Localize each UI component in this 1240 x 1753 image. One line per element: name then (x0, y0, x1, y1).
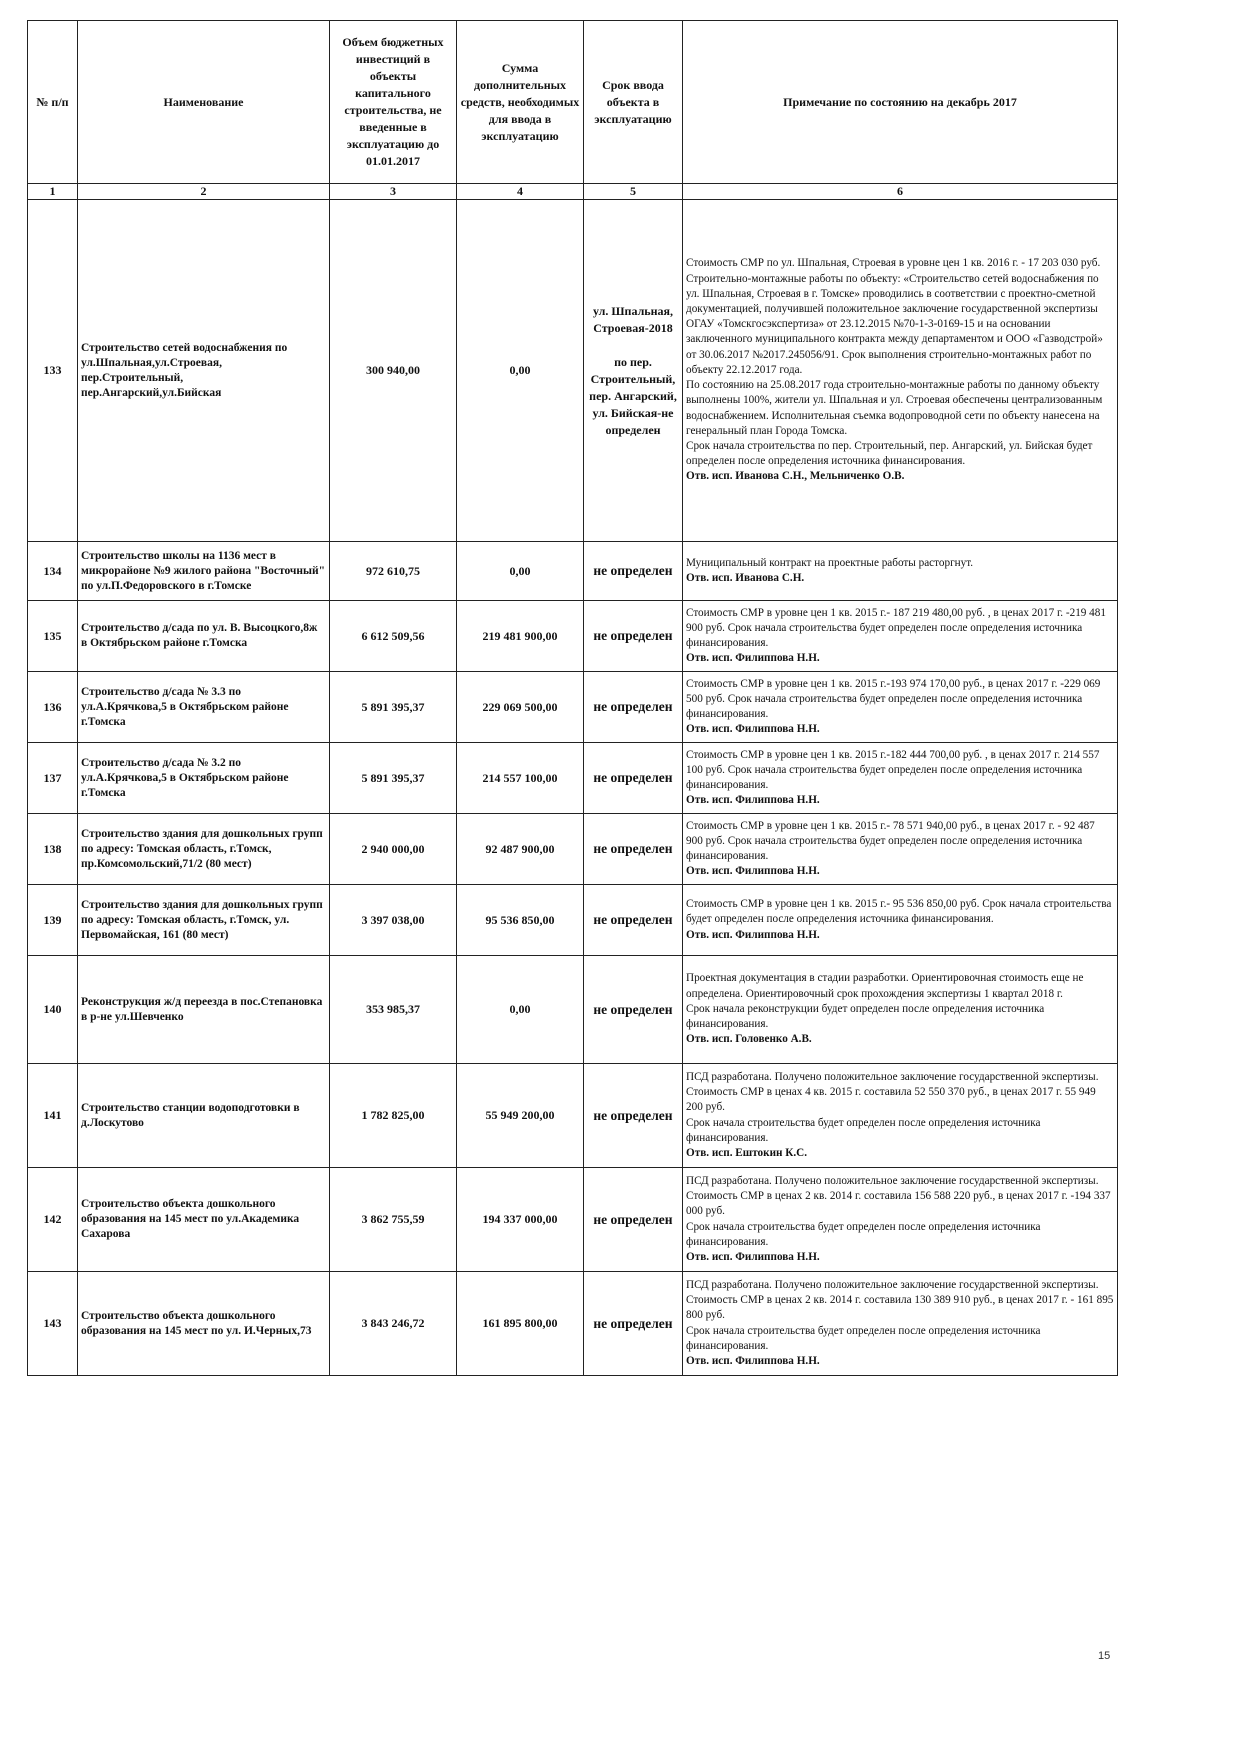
responsible: Отв. исп. Головенко А.В. (686, 1033, 812, 1046)
additional-amount: 92 487 900,00 (457, 814, 584, 885)
object-name: Строительство сетей водоснабжения по ул.Шпальная,ул.Строевая, пер.Строительный, пер.Ангарский,ул.Бийская (78, 200, 330, 542)
note-text: Стоимость СМР в уровне цен 1 кв. 2015 г.-182 444 700,00 руб. , в ценах 2017 г. 214 557 100 руб. Срок начала строительства будет определен после определения источника финансирования. (686, 748, 1100, 791)
object-name: Реконструкция ж/д переезда в пос.Степановка в р-не ул.Шевченко (78, 956, 330, 1064)
budget-amount: 1 782 825,00 (330, 1064, 457, 1168)
column-number: 5 (584, 184, 683, 200)
note-cell (683, 601, 1118, 672)
table-row (28, 672, 1118, 743)
object-name: Строительство объекта дошкольного образования на 145 мест по ул. И.Черных,73 (78, 1272, 330, 1376)
note-cell (683, 200, 1118, 542)
additional-amount: 229 069 500,00 (457, 672, 584, 743)
column-number-row (28, 184, 1118, 200)
investment-table (27, 20, 1118, 1376)
budget-amount: 5 891 395,37 (330, 743, 457, 814)
commissioning-term: не определен (584, 743, 683, 814)
additional-amount: 194 337 000,00 (457, 1168, 584, 1272)
note-cell (683, 1272, 1118, 1376)
header-term: Срок ввода объекта в эксплуатацию (584, 21, 683, 184)
column-number: 3 (330, 184, 457, 200)
row-number: 134 (28, 542, 78, 601)
budget-amount: 3 862 755,59 (330, 1168, 457, 1272)
table-row (28, 885, 1118, 956)
commissioning-term (584, 200, 683, 542)
note-text: Стоимость СМР в уровне цен 1 кв. 2015 г.- 95 536 850,00 руб. Срок начала строительства будет определен после определения источника финансирования. (686, 898, 1112, 926)
note-cell (683, 542, 1118, 601)
budget-amount: 5 891 395,37 (330, 672, 457, 743)
row-number: 137 (28, 743, 78, 814)
note-text: ПСД разработана. Получено положительное заключение государственной экспертизы. Стоимость СМР в ценах 4 кв. 2015 г. составила 52 550 370 руб., в ценах 2017 г. 55 949 200 руб. Срок начала строительства будет определен после определения источника финансирования. (686, 1070, 1099, 1144)
responsible: Отв. исп. Иванова С.Н. (686, 572, 805, 584)
object-name: Строительство станции водоподготовки в д.Лоскутово (78, 1064, 330, 1168)
table-row (28, 1272, 1118, 1376)
note-text: Стоимость СМР в уровне цен 1 кв. 2015 г.- 187 219 480,00 руб. , в ценах 2017 г. -219 481 900 руб. Срок начала строительства будет определен после определения источника финансирования. (686, 606, 1106, 649)
note-cell (683, 743, 1118, 814)
note-cell (683, 672, 1118, 743)
note-text: Муниципальный контракт на проектные работы расторгнут. (686, 556, 974, 569)
note-text: Стоимость СМР в уровне цен 1 кв. 2015 г.- 78 571 940,00 руб., в ценах 2017 г. - 92 487 900 руб. Срок начала строительства будет определен после определения источника финансирования. (686, 819, 1095, 862)
responsible: Отв. исп. Филиппова Н.Н. (686, 794, 820, 807)
table-row (28, 1064, 1118, 1168)
header-row (28, 21, 1118, 184)
budget-amount: 3 397 038,00 (330, 885, 457, 956)
table-row (28, 743, 1118, 814)
table-row (28, 200, 1118, 542)
header-name: Наименование (78, 21, 330, 184)
object-name: Строительство д/сада № 3.3 по ул.А.Крячкова,5 в Октябрьском районе г.Томска (78, 672, 330, 743)
row-number: 133 (28, 200, 78, 542)
object-name: Строительство д/сада № 3.2 по ул.А.Крячкова,5 в Октябрьском районе г.Томска (78, 743, 330, 814)
note-cell (683, 885, 1118, 956)
table-row (28, 542, 1118, 601)
budget-amount: 972 610,75 (330, 542, 457, 601)
responsible: Отв. исп. Филиппова Н.Н. (686, 652, 820, 665)
responsible: Отв. исп. Иванова С.Н., Мельниченко О.В. (686, 470, 905, 483)
object-name: Строительство объекта дошкольного образования на 145 мест по ул.Академика Сахарова (78, 1168, 330, 1272)
commissioning-term: не определен (584, 1168, 683, 1272)
row-number: 141 (28, 1064, 78, 1168)
responsible: Отв. исп. Филиппова Н.Н. (686, 1250, 820, 1263)
header-num: № п/п (28, 21, 78, 184)
commissioning-term-text: ул. Шпальная, Строевая-2018 по пер. Строительный, пер. Ангарский, ул. Бийская-не определен (589, 303, 677, 437)
additional-amount: 0,00 (457, 956, 584, 1064)
row-number: 142 (28, 1168, 78, 1272)
column-number: 4 (457, 184, 584, 200)
responsible: Отв. исп. Филиппова Н.Н. (686, 1354, 820, 1367)
budget-amount: 300 940,00 (330, 200, 457, 542)
object-name: Строительство школы на 1136 мест в микрорайоне №9 жилого района "Восточный" по ул.П.Федоровского в г.Томске (78, 542, 330, 601)
row-number: 138 (28, 814, 78, 885)
commissioning-term: не определен (584, 601, 683, 672)
column-number: 1 (28, 184, 78, 200)
note-text: Проектная документация в стадии разработки. Ориентировочная стоимость еще не определена. Ориентировочный срок прохождения экспертизы 1 квартал 2018 г. Срок начала реконструкции будет определен после определения источника финансирования. (686, 972, 1084, 1031)
table-row (28, 601, 1118, 672)
budget-amount: 2 940 000,00 (330, 814, 457, 885)
additional-amount: 214 557 100,00 (457, 743, 584, 814)
budget-amount: 6 612 509,56 (330, 601, 457, 672)
additional-amount: 0,00 (457, 200, 584, 542)
budget-amount: 353 985,37 (330, 956, 457, 1064)
commissioning-term: не определен (584, 672, 683, 743)
table-row (28, 1168, 1118, 1272)
row-number: 140 (28, 956, 78, 1064)
note-cell (683, 1168, 1118, 1272)
commissioning-term: не определен (584, 814, 683, 885)
investment-table-page (27, 20, 1117, 1376)
commissioning-term: не определен (584, 885, 683, 956)
header-note: Примечание по состоянию на декабрь 2017 (683, 21, 1118, 184)
additional-amount: 219 481 900,00 (457, 601, 584, 672)
table-row (28, 814, 1118, 885)
object-name: Строительство д/сада по ул. В. Высоцкого,8ж в Октябрьском районе г.Томска (78, 601, 330, 672)
commissioning-term: не определен (584, 542, 683, 601)
column-number: 2 (78, 184, 330, 200)
header-additional: Сумма дополнительных средств, необходимых для ввода в эксплуатацию (457, 21, 584, 184)
note-cell (683, 956, 1118, 1064)
row-number: 143 (28, 1272, 78, 1376)
page-number: 15 (1098, 1650, 1111, 1662)
additional-amount: 95 536 850,00 (457, 885, 584, 956)
responsible: Отв. исп. Филиппова Н.Н. (686, 723, 820, 736)
note-cell (683, 1064, 1118, 1168)
note-cell (683, 814, 1118, 885)
responsible: Отв. исп. Ештокин К.С. (686, 1146, 808, 1159)
note-text: Стоимость СМР в уровне цен 1 кв. 2015 г.-193 974 170,00 руб., в ценах 2017 г. -229 069 500 руб. Срок начала строительства будет определен после определения источника финансирования. (686, 677, 1101, 720)
table-row (28, 956, 1118, 1064)
row-number: 135 (28, 601, 78, 672)
commissioning-term: не определен (584, 1064, 683, 1168)
note-text: ПСД разработана. Получено положительное заключение государственной экспертизы. Стоимость СМР в ценах 2 кв. 2014 г. составила 156 588 220 руб., в ценах 2017 г. -194 337 000 руб. Срок начала строительства будет определен после определения источника финансирования. (686, 1174, 1111, 1248)
additional-amount: 161 895 800,00 (457, 1272, 584, 1376)
header-budget: Объем бюджетных инвестиций в объекты капитального строительства, не введенные в эксплуатацию до 01.01.2017 (330, 21, 457, 184)
row-number: 139 (28, 885, 78, 956)
object-name: Строительство здания для дошкольных групп по адресу: Томская область, г.Томск, пр.Комсомольский,71/2 (80 мест) (78, 814, 330, 885)
commissioning-term: не определен (584, 1272, 683, 1376)
note-text: ПСД разработана. Получено положительное заключение государственной экспертизы. Стоимость СМР в ценах 2 кв. 2014 г. составила 130 389 910 руб., в ценах 2017 г. - 161 895 800 руб. Срок начала строительства будет определен после определения источника финансирования. (686, 1278, 1114, 1352)
responsible: Отв. исп. Филиппова Н.Н. (686, 865, 820, 878)
note-text: Стоимость СМР по ул. Шпальная, Строевая в уровне цен 1 кв. 2016 г. - 17 203 030 руб. Строительно-монтажные работы по объекту: «Строительство сетей водоснабжения по ул. Шпальная, Строевая в г. Томске» проводились в соответствии с проектно-сметной документацией, получившей положительное заключение государственной экспертизы ОГАУ «Томскгосэкспертиза» от 23.12.2015 №70-1-3-0169-15 и на основании заключенного муниципального контракта между департаментом и ООО «Газводстрой» от 30.06.2017 №2017.245056/91. Срок выполнения строительно-монтажных работ по объекту 22.12.2017 года. По состоянию на 25.08.2017 года строительно-монтажные работы по данному объекту выполнены 100%, жители ул. Шпальная и ул. Строевая обеспечены централизованным водоснабжением. Исполнительная съемка водопроводной сети по объекту нанесена на генеральный план Города Томска. Срок начала строительства по пер. Строительный, пер. Ангарский, ул. Бийская будет определен после определения источника финансирования. (686, 257, 1103, 468)
additional-amount: 0,00 (457, 542, 584, 601)
object-name: Строительство здания для дошкольных групп по адресу: Томская область, г.Томск, ул. Первомайская, 161 (80 мест) (78, 885, 330, 956)
budget-amount: 3 843 246,72 (330, 1272, 457, 1376)
column-number: 6 (683, 184, 1118, 200)
additional-amount: 55 949 200,00 (457, 1064, 584, 1168)
commissioning-term: не определен (584, 956, 683, 1064)
row-number: 136 (28, 672, 78, 743)
responsible: Отв. исп. Филиппова Н.Н. (686, 928, 820, 941)
